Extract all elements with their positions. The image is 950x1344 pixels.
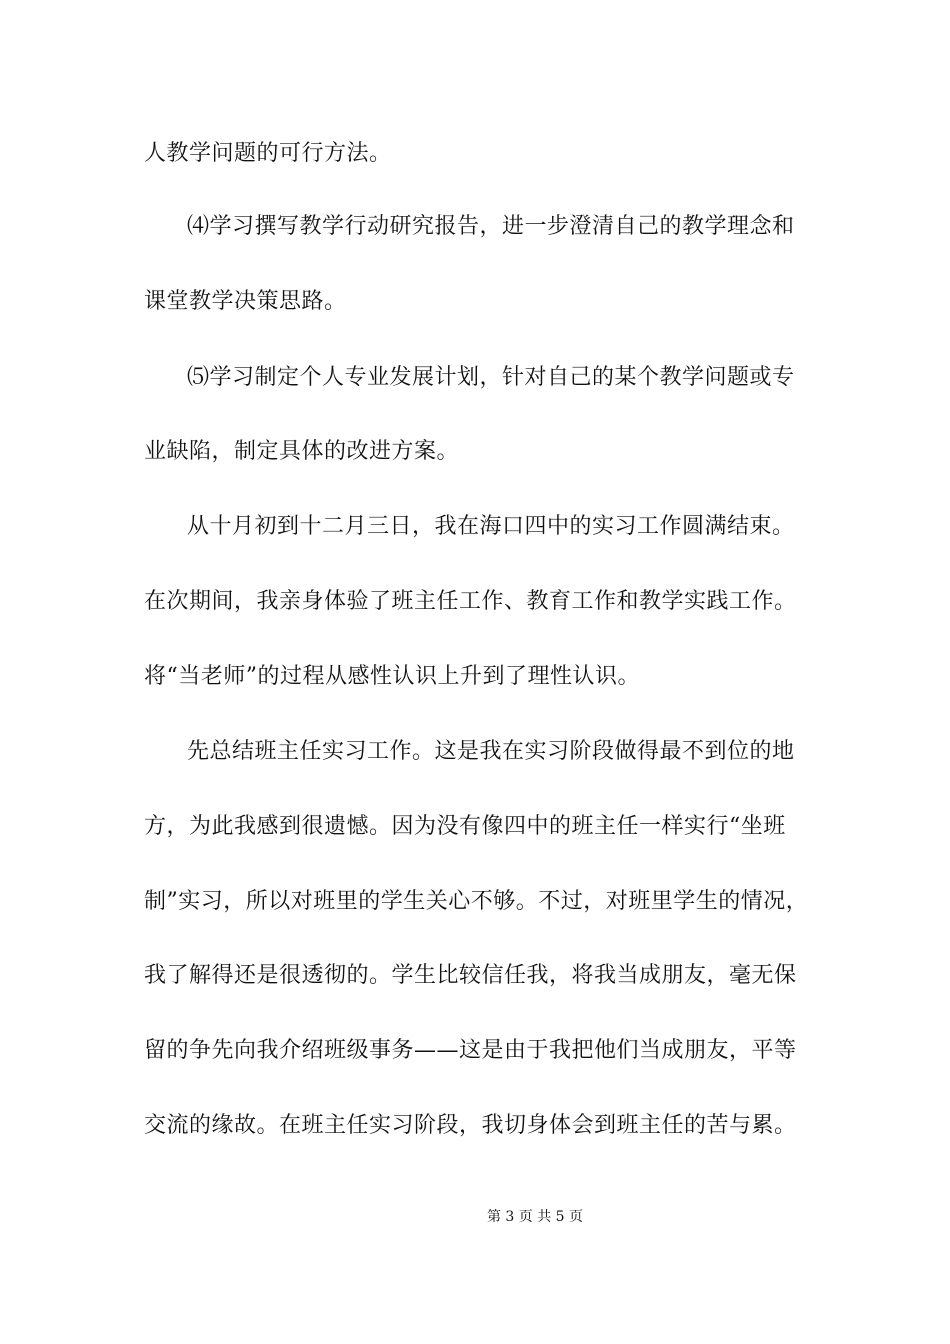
text-line: ⑸学习制定个人专业发展计划，针对自己的某个教学问题或专 <box>187 365 795 390</box>
text-line: 制”实习，所以对班里的学生关心不够。不过，对班里学生的情况， <box>144 889 809 914</box>
text-line: ⑷学习撰写教学行动研究报告，进一步澄清自己的教学理念和 <box>187 214 795 239</box>
text-line: 先总结班主任实习工作。这是我在实习阶段做得最不到位的地 <box>187 739 795 764</box>
text-line: 我了解得还是很透彻的。学生比较信任我，将我当成朋友，毫无保 <box>144 963 797 988</box>
text-line: 留的争先向我介绍班级事务——这是由于我把他们当成朋友，平等 <box>144 1038 797 1063</box>
text-line: 课堂教学决策思路。 <box>144 289 347 314</box>
text-line: 人教学问题的可行方法。 <box>144 141 392 166</box>
text-line: 从十月初到十二月三日，我在海口四中的实习工作圆满结束。 <box>187 514 795 539</box>
text-line: 业缺陷，制定具体的改进方案。 <box>144 439 460 464</box>
text-line: 交流的缘故。在班主任实习阶段，我切身体会到班主任的苦与累。 <box>144 1113 797 1138</box>
text-line: 方，为此我感到很遗憾。因为没有像四中的班主任一样实行“坐班 <box>144 814 786 839</box>
page-number: 第 3 页 共 5 页 <box>486 1209 584 1225</box>
text-line: 在次期间，我亲身体验了班主任工作、教育工作和教学实践工作。 <box>144 589 797 614</box>
text-line: 将“当老师”的过程从感性认识上升到了理性认识。 <box>144 664 640 689</box>
